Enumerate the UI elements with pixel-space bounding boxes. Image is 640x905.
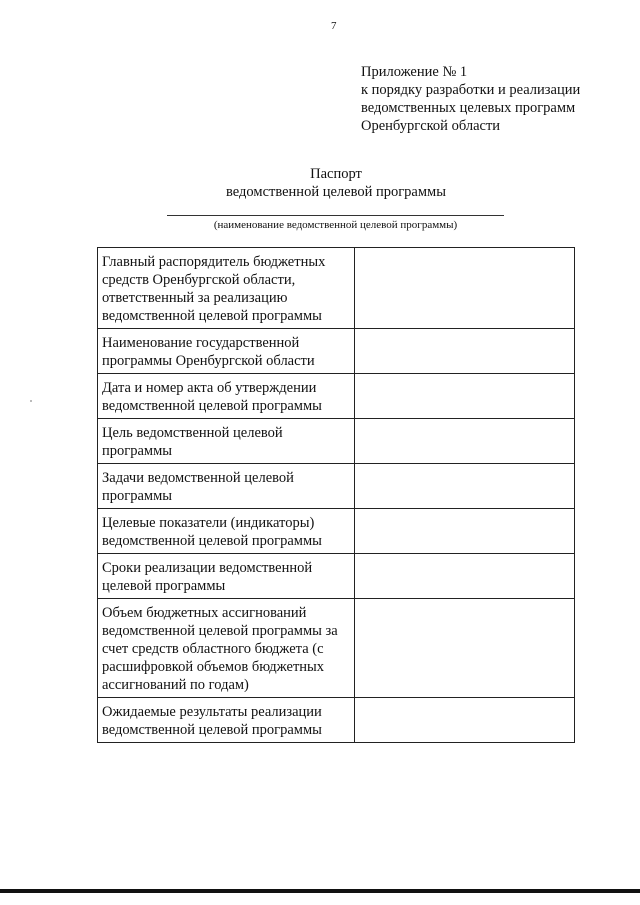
table-row	[98, 329, 575, 374]
title-line-1: Паспорт	[310, 166, 362, 182]
row-label: Объем бюджетных ассигнований ведомственной целевой программы за счет средств областного бюджета (с расшифровкой объемов бюджетных ассигнований по годам)	[98, 599, 355, 698]
appendix-line-1: Приложение № 1	[361, 64, 468, 80]
row-label: Цель ведомственной целевой программы	[98, 419, 355, 464]
appendix-line-3: ведомственных целевых программ	[361, 100, 576, 116]
page-number: 7	[331, 20, 337, 32]
program-name-caption: (наименование ведомственной целевой программы)	[213, 219, 458, 231]
row-value	[354, 464, 574, 509]
table-row	[98, 599, 575, 698]
row-label: Наименование государственной программы Оренбургской области	[98, 329, 355, 374]
scan-speck	[30, 400, 32, 402]
row-label: Главный распорядитель бюджетных средств Оренбургской области, ответственный за реализацию ведомственной целевой программы	[98, 248, 355, 329]
table-row	[98, 419, 575, 464]
row-value	[354, 329, 574, 374]
row-label: Целевые показатели (индикаторы) ведомственной целевой программы	[98, 509, 355, 554]
row-label: Ожидаемые результаты реализации ведомственной целевой программы	[98, 698, 355, 743]
document-title	[0, 165, 640, 201]
row-label: Сроки реализации ведомственной целевой программы	[98, 554, 355, 599]
table-row	[98, 374, 575, 419]
row-value	[354, 248, 574, 329]
passport-table	[97, 247, 575, 743]
row-label: Задачи ведомственной целевой программы	[98, 464, 355, 509]
appendix-line-4: Оренбургской области	[361, 118, 501, 134]
row-value	[354, 509, 574, 554]
scan-bottom-edge	[0, 889, 640, 893]
row-label: Дата и номер акта об утверждении ведомственной целевой программы	[98, 374, 355, 419]
row-value	[354, 374, 574, 419]
table-row	[98, 464, 575, 509]
table-row	[98, 509, 575, 554]
program-name-blank-line	[167, 215, 504, 216]
appendix-line-2: к порядку разработки и реализации	[361, 82, 581, 98]
table-row	[98, 554, 575, 599]
title-line-2: ведомственной целевой программы	[226, 184, 446, 200]
row-value	[354, 419, 574, 464]
row-value	[354, 599, 574, 698]
appendix-header	[361, 63, 580, 135]
table-row	[98, 698, 575, 743]
row-value	[354, 698, 574, 743]
table-row	[98, 248, 575, 329]
row-value	[354, 554, 574, 599]
